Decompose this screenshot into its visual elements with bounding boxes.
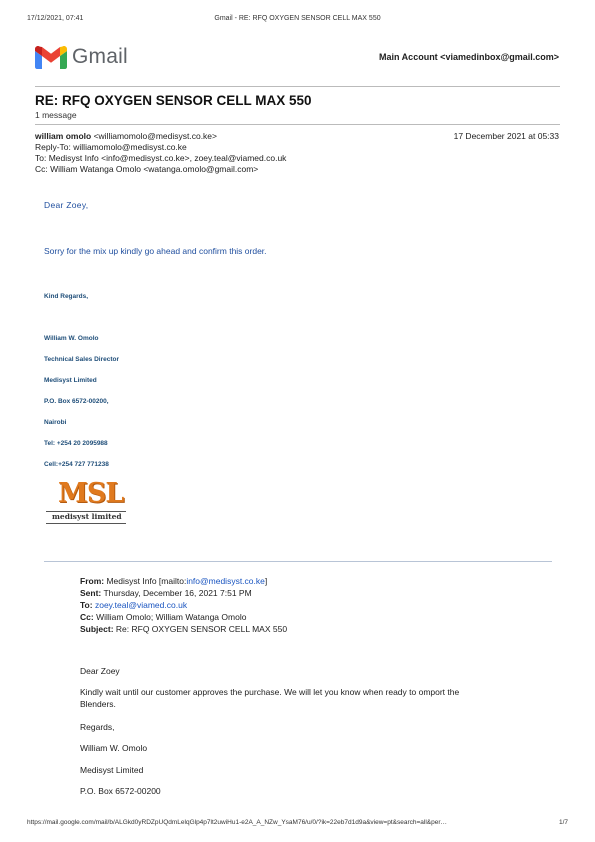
quoted-from-value: Medisyst Info [mailto:	[106, 576, 187, 586]
quoted-sent-value: Thursday, December 16, 2021 7:51 PM	[103, 588, 252, 598]
sender-line	[35, 131, 217, 142]
quoted-company: Medisyst Limited	[80, 765, 144, 775]
quoted-sent-label: Sent:	[80, 588, 102, 598]
quoted-subject-label: Subject:	[80, 624, 114, 634]
quoted-cc-value: William Omolo; William Watanga Omolo	[96, 612, 247, 622]
sender-name: william omolo	[35, 131, 92, 141]
account-label: Main Account <viamedinbox@gmail.com>	[379, 52, 559, 62]
to-line: To: Medisyst Info <info@medisyst.co.ke>, zoey.teal@viamed.co.uk	[35, 153, 287, 163]
quoted-name: William W. Omolo	[80, 743, 148, 753]
quoted-body-line-1: Kindly wait until our customer approves the purchase. We will let you know when ready to omport the	[80, 687, 460, 697]
quoted-from-label: From:	[80, 576, 105, 586]
quoted-sent	[80, 588, 252, 598]
quoted-regards: Regards,	[80, 722, 115, 732]
quoted-from-link[interactable]: info@medisyst.co.ke	[186, 576, 265, 586]
gmail-wordmark: Gmail	[72, 45, 128, 68]
msl-logo-caption: medisyst limited	[52, 512, 122, 521]
msl-logo-letters: MSL	[58, 478, 124, 509]
quoted-subject	[80, 624, 287, 634]
signature-cell: Cell:+254 727 771238	[44, 461, 109, 468]
quoted-greeting: Dear Zoey	[80, 666, 120, 676]
message-count: 1 message	[35, 110, 77, 120]
quoted-to	[80, 600, 187, 610]
signature-tel: Tel: +254 20 2095988	[44, 440, 108, 447]
header-divider	[35, 86, 560, 87]
signature-company: Medisyst Limited	[44, 377, 97, 384]
signature-name: William W. Omolo	[44, 335, 99, 342]
print-title: Gmail - RE: RFQ OXYGEN SENSOR CELL MAX 550	[214, 15, 381, 22]
quoted-subject-value: Re: RFQ OXYGEN SENSOR CELL MAX 550	[115, 624, 288, 634]
thread-subject: RE: RFQ OXYGEN SENSOR CELL MAX 550	[35, 93, 312, 108]
quoted-cc	[80, 612, 246, 622]
msl-logo	[44, 478, 128, 526]
quoted-cc-label: Cc:	[80, 612, 94, 622]
quoted-to-label: To:	[80, 600, 93, 610]
sender-email: <williamomolo@medisyst.co.ke>	[93, 131, 217, 141]
thread-divider	[35, 124, 560, 125]
print-page-number: 1/7	[558, 819, 568, 826]
print-url: https://mail.google.com/mail/b/ALGkd0yRDZpUQdmLelqGlp4p7lt2uwiHu1-e2A_A_NZw_YsaM76/u/0/?ik=22eb7d1d9a&view=pt&search=all&per…	[27, 819, 448, 826]
quoted-body-line-2: Blenders.	[80, 699, 116, 709]
cc-line: Cc: William Watanga Omolo <watanga.omolo@gmail.com>	[35, 164, 259, 174]
quoted-po-box: P.O. Box 6572-00200	[80, 786, 161, 796]
print-datetime: 17/12/2021, 07:41	[27, 15, 84, 22]
signature-title: Technical Sales Director	[44, 356, 120, 363]
quoted-from-close: ]	[264, 576, 268, 586]
signature-po-box: P.O. Box 6572-00200,	[44, 398, 109, 405]
signature-regards: Kind Regards,	[44, 293, 89, 300]
reply-to-line: Reply-To: williamomolo@medisyst.co.ke	[35, 142, 187, 152]
greeting: Dear Zoey,	[44, 200, 89, 210]
quoted-separator	[44, 561, 552, 562]
quoted-to-link[interactable]: zoey.teal@viamed.co.uk	[94, 600, 188, 610]
gmail-m-icon	[35, 45, 67, 69]
signature-city: Nairobi	[44, 419, 67, 426]
message-text: Sorry for the mix up kindly go ahead and confirm this order.	[44, 246, 267, 256]
quoted-from	[80, 576, 267, 586]
email-date: 17 December 2021 at 05:33	[453, 131, 559, 141]
